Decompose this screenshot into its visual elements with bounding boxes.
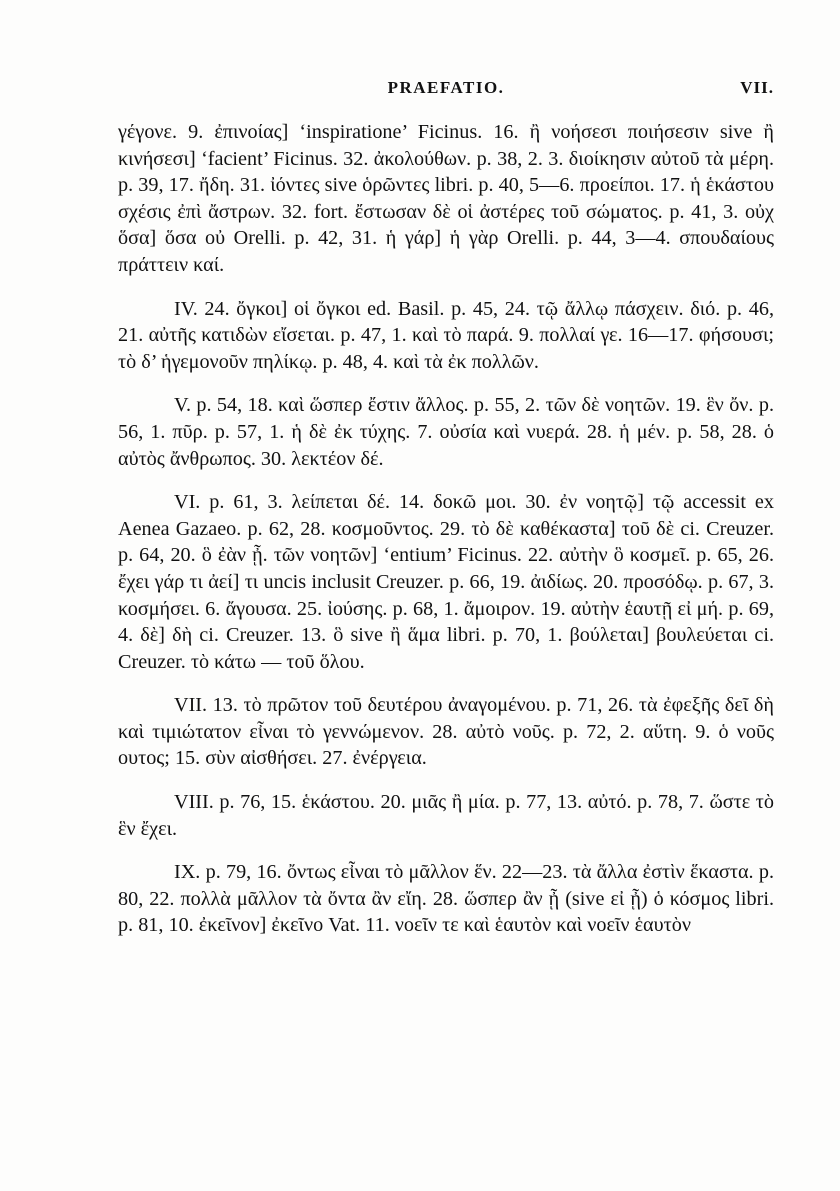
- paragraph-chapter-vi: VI. p. 61, 3. λείπεται δέ. 14. δοκῶ μοι. 30. ἐν νοητῷ] τῷ accessit ex Aenea Gazaeo. p. 62, 28. κοσμοῦντος. 29. τὸ δὲ καθέκαστα] τοῦ δὲ ci. Creuzer. p. 64, 20. ὃ ἐὰν ᾖ. τῶν νοητῶν] ‘entium’ Ficinus. 22. αὐτὴν ὃ κοσμεῖ. p. 65, 26. ἔχει γάρ τι ἀεί] τι uncis inclusit Creuzer. p. 66, 19. ἀιδίως. 20. προσόδῳ. p. 67, 3. κοσμήσει. 6. ἄγουσα. 25. ἰούσης. p. 68, 1. ἄμοιρον. 19. αὐτὴν ἑαυτῇ εἰ μή. p. 69, 4. δὲ] δὴ ci. Creuzer. 13. ὃ sive ἢ ἅμα libri. p. 70, 1. βούλεται] βουλεύεται ci. Creuzer. τὸ κάτω — τοῦ ὅλου.: [118, 491, 774, 673]
- body-text: [118, 119, 774, 939]
- page-number: VII.: [740, 78, 774, 97]
- paragraph-chapter-ix: IX. p. 79, 16. ὄντως εἶναι τὸ μᾶλλον ἕν. 22—23. τὰ ἄλλα ἐστὶν ἕκαστα. p. 80, 22. πολλὰ μᾶλλον τὰ ὄντα ἂν εἴη. 28. ὥσπερ ἂν ᾖ (sive εἰ ᾖ) ὁ κόσμος libri. p. 81, 10. ἐκεῖνον] ἐκεῖνο Vat. 11. νοεῖν τε καὶ ἑαυτὸν καὶ νοεῖν ἑαυτὸν: [118, 861, 774, 937]
- paragraph-chapter-v: V. p. 54, 18. καὶ ὥσπερ ἔστιν ἄλλος. p. 55, 2. τῶν δὲ νοητῶν. 19. ἓν ὄν. p. 56, 1. πῦρ. p. 57, 1. ἡ δὲ ἐκ τύχης. 7. οὐσία καὶ νυερά. 28. ἡ μέν. p. 58, 28. ὁ αὐτὸς ἄνθρωπος. 30. λεκτέον δέ.: [118, 394, 774, 470]
- paragraph-intro: γέγονε. 9. ἐπινοίας] ‘inspiratione’ Ficinus. 16. ἢ νοήσεσι ποιήσεσιν sive ἢ κινήσεσι] ‘facient’ Ficinus. 32. ἀκολούθων. p. 38, 2. 3. διοίκησιν αὐτοῦ τὰ μέρη. p. 39, 17. ἤδη. 31. ἰόντες sive ὁρῶντες libri. p. 40, 5—6. προείποι. 17. ἡ ἑκάστου σχέσις ἐπὶ ἄστρων. 32. fort. ἔστωσαν δὲ οἱ ἀστέρες τοῦ σώματος. p. 41, 3. οὐχ ὅσα] ὅσα οὐ Orelli. p. 42, 31. ἡ γάρ] ἡ γὰρ Orelli. p. 44, 3—4. σπουδαίους πράττειν καί.: [118, 121, 774, 276]
- paragraph-chapter-iv: IV. 24. ὄγκοι] οἱ ὄγκοι ed. Basil. p. 45, 24. τῷ ἄλλῳ πάσχειν. διό. p. 46, 21. αὐτῆς κατιδὼν εἴσεται. p. 47, 1. καὶ τὸ παρά. 9. πολλαί γε. 16—17. φήσουσι; τὸ δ’ ἡγεμονοῦν πηλίκῳ. p. 48, 4. καὶ τὰ ἐκ πολλῶν.: [118, 297, 774, 373]
- paragraph-chapter-vii: VII. 13. τὸ πρῶτον τοῦ δευτέρου ἀναγομένου. p. 71, 26. τὰ ἐφεξῆς δεῖ δὴ καὶ τιμιώτατον εἶναι τὸ γεννώμενον. 28. αὐτὸ νοῦς. p. 72, 2. αὕτη. 9. ὁ νοῦς ουτος; 15. σὺν αἰσθήσει. 27. ἐνέργεια.: [118, 694, 774, 770]
- paragraph-chapter-viii: VIII. p. 76, 15. ἑκάστου. 20. μιᾶς ἢ μία. p. 77, 13. αὐτό. p. 78, 7. ὥστε τὸ ἓν ἔχει.: [118, 791, 774, 840]
- running-title: PRAEFATIO.: [387, 78, 505, 97]
- running-head: [118, 78, 774, 102]
